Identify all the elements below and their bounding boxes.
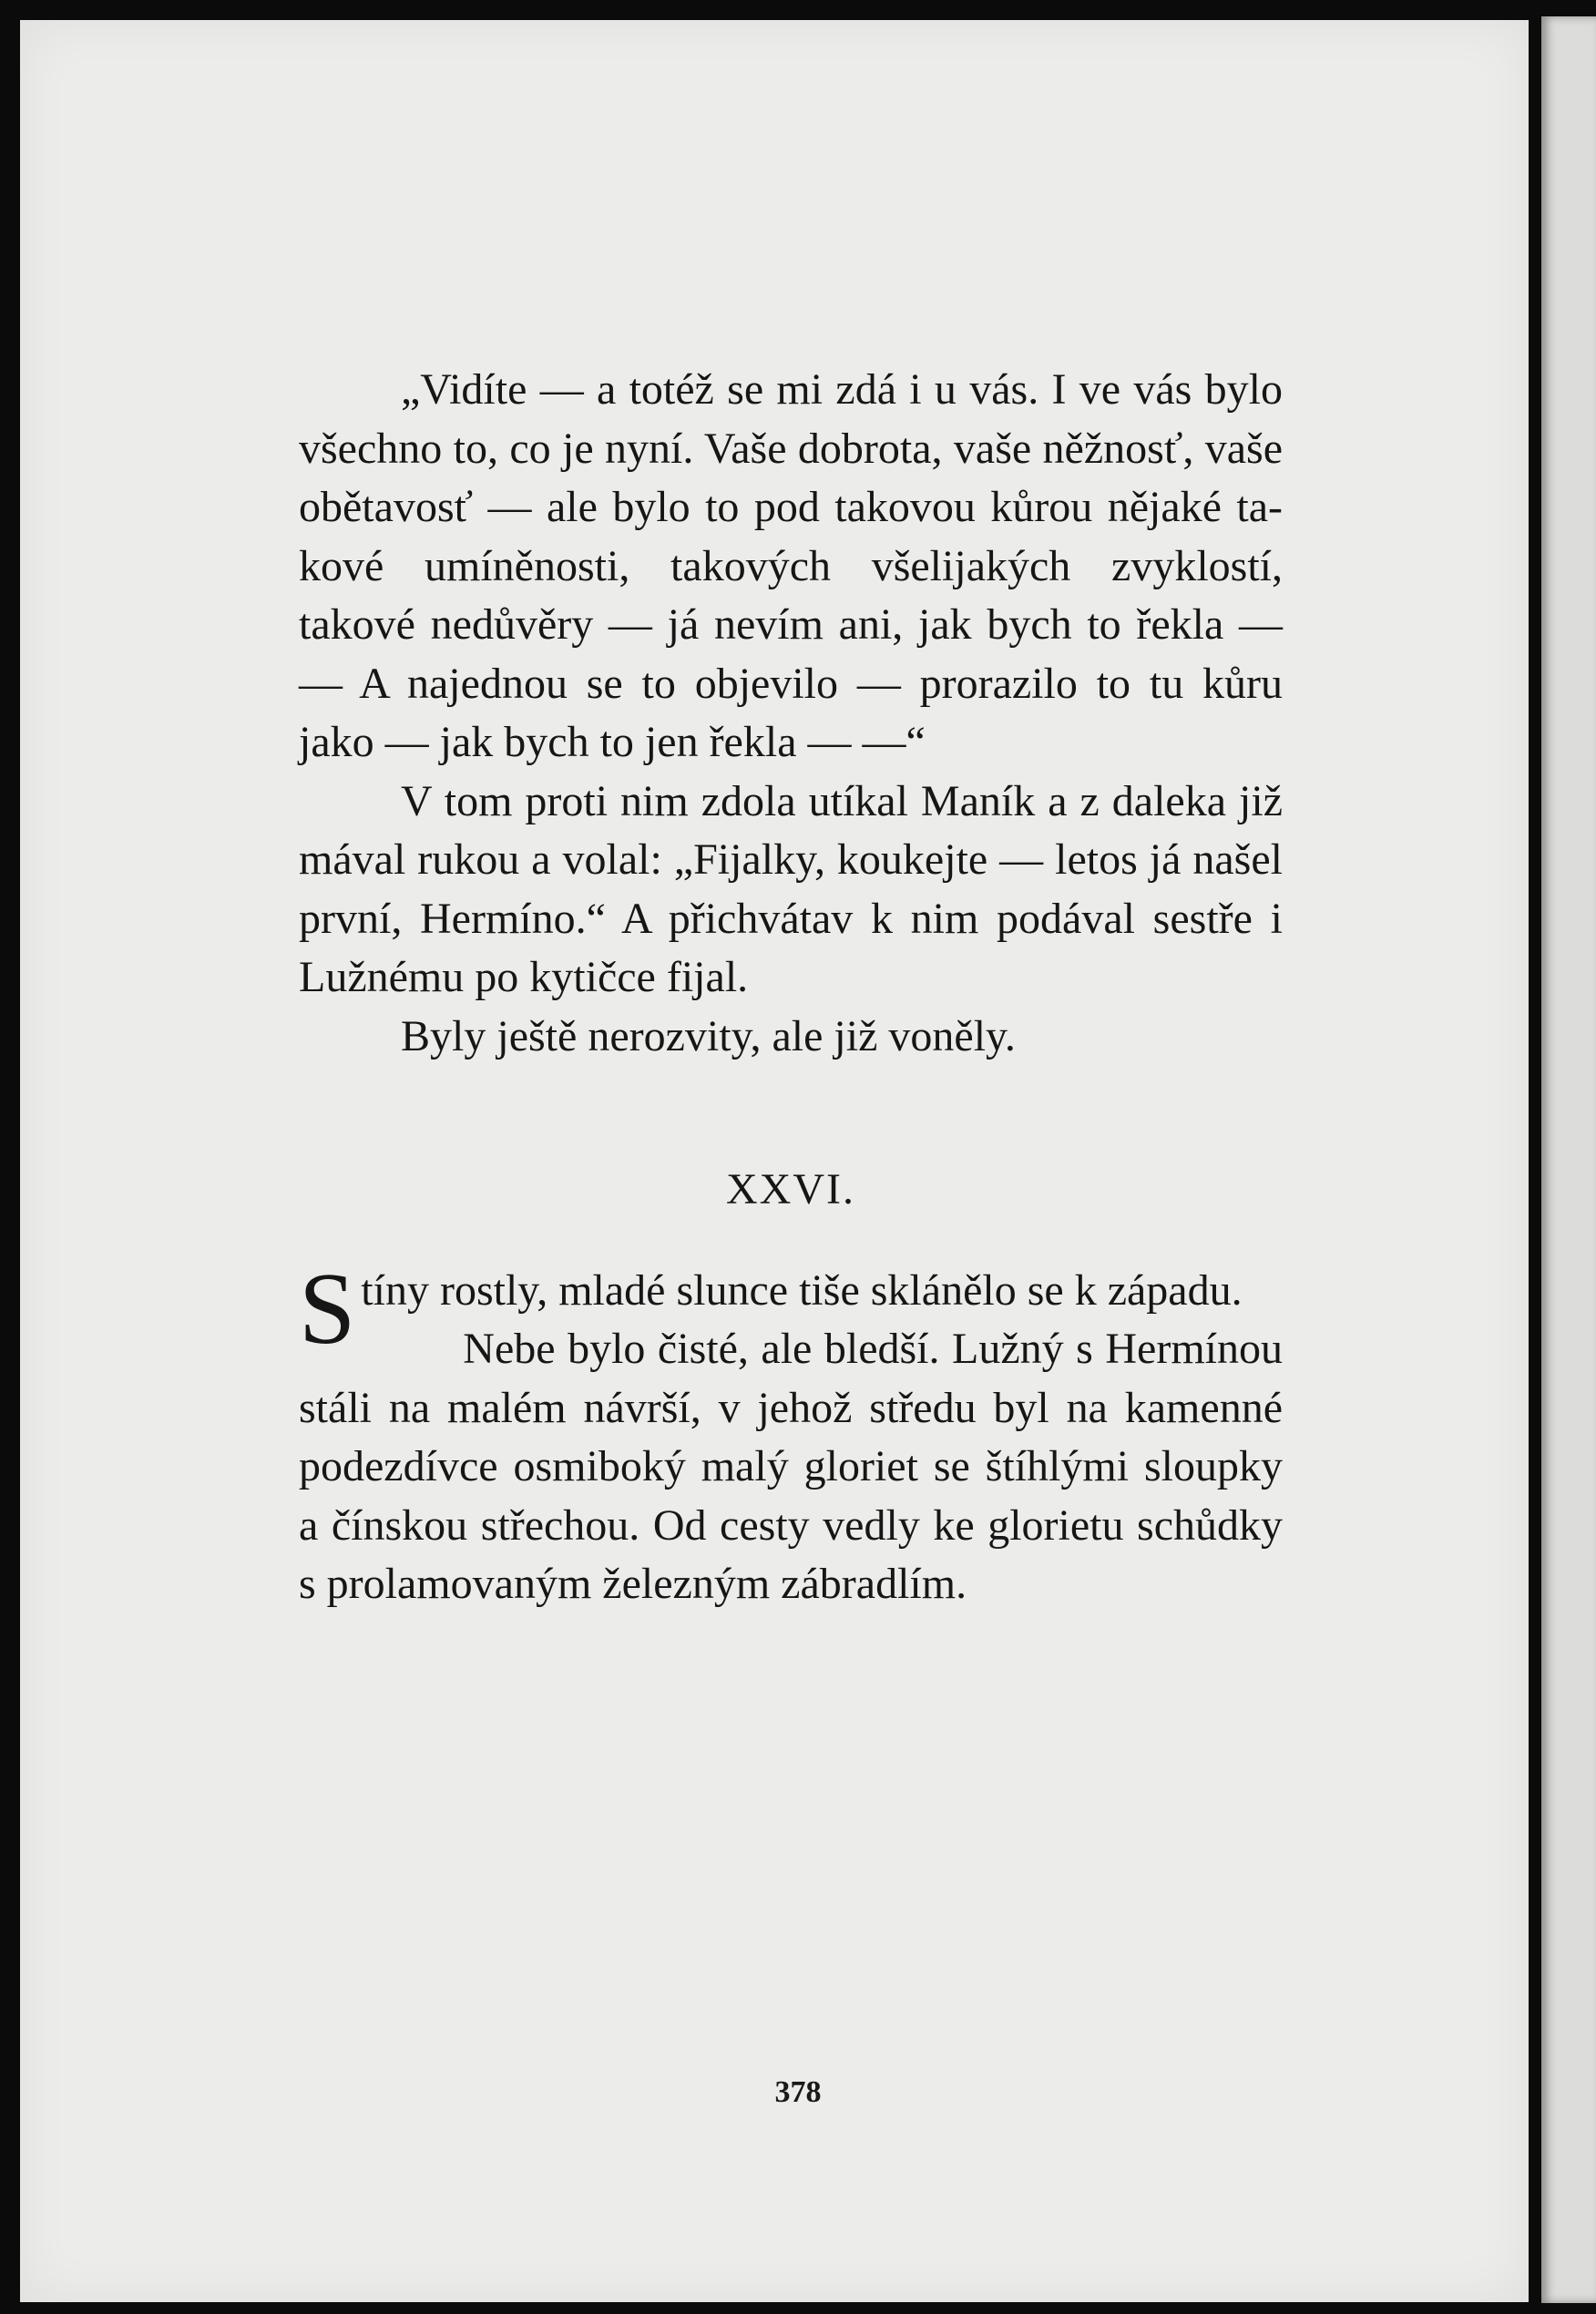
paragraph-3: Byly ještě nerozvity, ale již voněly. <box>401 1011 1016 1060</box>
paragraph-2: V tom proti nim zdola utíkal Maník a z daleka již mával rukou a volal: „Fijalky, koukejte — letos já našel první, Hermíno.“ A přichvátav k nim podával sestře i Lužnému po kytičce fijal. <box>299 776 1283 1001</box>
chapter-heading: XXVI. <box>726 1165 855 1213</box>
drop-cap: S <box>299 1252 356 1366</box>
chapter-paragraph-1 <box>299 1252 1283 1366</box>
next-page-edge <box>1541 16 1596 2303</box>
page-number: 378 <box>774 2075 822 2109</box>
paragraph-1: „Vidíte — a totéž se mi zdá i u vás. I ve vás bylo všechno to, co je nyní. Vaše dobrota, vaše něžnosť, vaše obětavosť — ale bylo to pod takovou kůrou nějaké takové umíněnosti, takových všelijakých zvyklostí, takové nedůvěry — já nevím ani, jak bych to řekla — — A najednou se to objevilo — prorazilo to tu kůru jako — jak bych to jen řekla — —“ <box>299 365 1283 766</box>
chapter-paragraph-1-text: tíny rostly, mladé slunce tiše sklánělo se k západu. <box>361 1265 1243 1315</box>
chapter-paragraph-2: Nebe bylo čisté, ale bledší. Lužný s Hermínou stáli na malém návrší, v jehož středu byl na kamenné podezdívce osmiboký malý gloriet se štíhlými sloupky a čínskou střechou. Od cesty vedly ke glorietu schůdky s prolamovaným železným zábradlím. <box>299 1325 1283 1608</box>
text-block <box>299 361 1283 1614</box>
